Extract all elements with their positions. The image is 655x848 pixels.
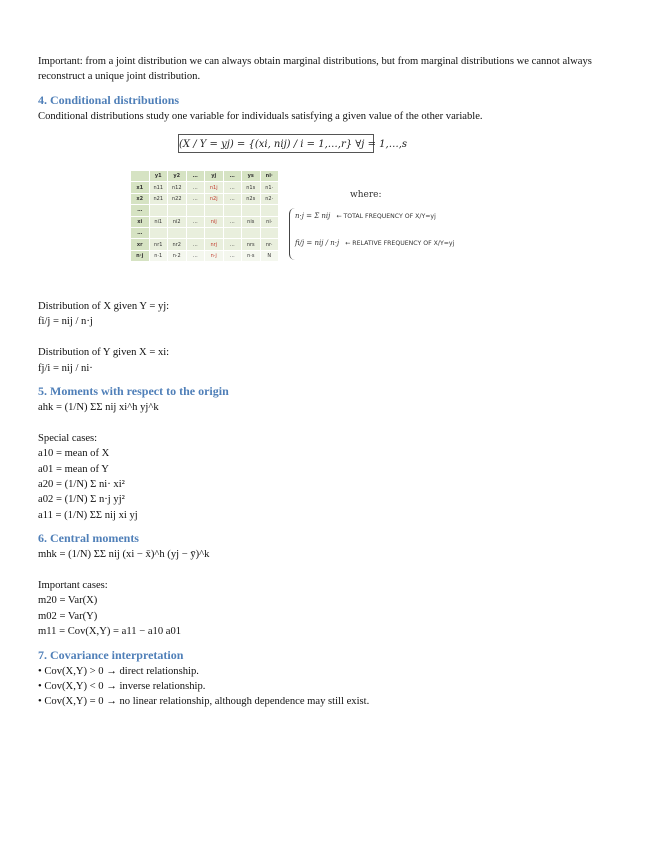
table-header-cell: …: [223, 171, 242, 182]
table-cell: [260, 227, 279, 238]
table-cell: nr2: [168, 239, 187, 250]
table-cell: …: [186, 239, 205, 250]
table-cell: nr1: [149, 239, 168, 250]
total-frequency-math: n·j = Σ nij: [295, 212, 331, 220]
dist-y-formula: fj/i = nij / ni·: [38, 362, 93, 374]
table-cell: [168, 227, 187, 238]
table-cell: n·s: [242, 250, 261, 261]
table-cell: [260, 205, 279, 216]
special-case: a10 = mean of X: [38, 448, 110, 460]
table-cell: …: [223, 250, 242, 261]
table-cell: xr: [131, 239, 150, 250]
table-cell: n2j: [205, 193, 224, 204]
covariance-bullet: • Cov(X,Y) > 0 → direct relationship.: [38, 665, 199, 677]
table-cell: …: [223, 239, 242, 250]
section-6-formula: mhk = (1/N) ΣΣ nij (xi − x̄)^h (yj − ȳ)^k: [38, 549, 210, 561]
table-cell: nr·: [260, 239, 279, 250]
important-case: m20 = Var(X): [38, 595, 98, 607]
table-cell: n12: [168, 182, 187, 193]
covariance-bullet: • Cov(X,Y) < 0 → inverse relationship.: [38, 681, 206, 693]
table-cell: …: [131, 205, 150, 216]
table-cell: [186, 227, 205, 238]
table-cell: [242, 205, 261, 216]
table-cell: n22: [168, 193, 187, 204]
table-cell: n2·: [260, 193, 279, 204]
joint-frequency-table: [130, 170, 279, 262]
table-header-cell: y1: [149, 171, 168, 182]
table-cell: …: [186, 193, 205, 204]
section-5-formula: ahk = (1/N) ΣΣ nij xi^h yj^k: [38, 402, 159, 414]
section-6-heading: 6. Central moments: [38, 531, 139, 546]
dist-x-formula: fi/j = nij / n·j: [38, 316, 93, 328]
table-cell: [223, 205, 242, 216]
dist-x-label: Distribution of X given Y = yj:: [38, 301, 170, 312]
table-cell: n21: [149, 193, 168, 204]
intro-paragraph: Important: from a joint distribution we can always obtain marginal distributions, but from marginal distributions we cannot always reconstruct a unique joint distribution.: [38, 56, 592, 83]
table-cell: n2s: [242, 193, 261, 204]
total-frequency-text: ← TOTAL FREQUENCY OF X/Y=yj: [336, 213, 436, 220]
table-cell: [223, 227, 242, 238]
special-case: a02 = (1/N) Σ n·j yj²: [38, 494, 125, 506]
dist-y-label: Distribution of Y given X = xi:: [38, 347, 170, 359]
table-cell: [205, 227, 224, 238]
important-case: m11 = Cov(X,Y) = a11 − a10 a01: [38, 626, 182, 638]
section-7-heading: 7. Covariance interpretation: [38, 647, 184, 662]
definition-total-frequency: [295, 212, 436, 220]
table-cell: n·j: [131, 250, 150, 261]
table-cell: n1·: [260, 182, 279, 193]
covariance-bullet: • Cov(X,Y) = 0 → no linear relationship, although dependence may still exist.: [38, 696, 370, 708]
table-cell: nij: [205, 216, 224, 227]
table-header-cell: yj: [205, 171, 224, 182]
table-cell: nrs: [242, 239, 261, 250]
important-case: m02 = Var(Y): [38, 610, 98, 622]
important-cases-label: Important cases:: [38, 580, 108, 592]
table-cell: ni2: [168, 216, 187, 227]
table-cell: …: [223, 182, 242, 193]
table-row: [131, 239, 279, 250]
table-cell: [205, 205, 224, 216]
table-cell: [186, 205, 205, 216]
table-cell: x1: [131, 182, 150, 193]
special-case: a20 = (1/N) Σ ni· xi²: [38, 479, 125, 491]
table-cell: n11: [149, 182, 168, 193]
table-cell: [149, 227, 168, 238]
table-row: [131, 227, 279, 238]
table-cell: ni1: [149, 216, 168, 227]
table-cell: ni·: [260, 216, 279, 227]
special-case: a11 = (1/N) ΣΣ nij xi yj: [38, 509, 138, 521]
table-cell: n1j: [205, 182, 224, 193]
table-cell: [149, 205, 168, 216]
definition-relative-frequency: [295, 239, 454, 247]
table-header-cell: …: [186, 171, 205, 182]
table-header-cell: ni·: [260, 171, 279, 182]
table-row: [131, 216, 279, 227]
section-4-text: Conditional distributions study one variable for individuals satisfying a given value of the other variable.: [38, 110, 483, 122]
table-cell: [242, 227, 261, 238]
table-cell: …: [131, 227, 150, 238]
table-cell: n1s: [242, 182, 261, 193]
relative-frequency-text: ← RELATIVE FREQUENCY OF X/Y=yj: [345, 240, 455, 247]
table-cell: n·1: [149, 250, 168, 261]
where-label: where:: [350, 190, 382, 200]
special-cases-label: Special cases:: [38, 432, 98, 444]
table-cell: …: [186, 182, 205, 193]
section-5-heading: 5. Moments with respect to the origin: [38, 384, 229, 399]
table-cell: nis: [242, 216, 261, 227]
relative-frequency-math: fi/j = nij / n·j: [295, 239, 340, 247]
table-cell: …: [186, 216, 205, 227]
table-cell: …: [223, 216, 242, 227]
table-row: [131, 182, 279, 193]
definitions-block: [289, 206, 489, 262]
table-cell: N: [260, 250, 279, 261]
section-4-heading: 4. Conditional distributions: [38, 92, 180, 107]
table-row: [131, 250, 279, 261]
table-cell: …: [223, 193, 242, 204]
table-cell: nrj: [205, 239, 224, 250]
conditional-distribution-formula: (X / Y = yj) = {(xi, nij) / i = 1,…,r} ∀j = 1,…,s: [178, 134, 374, 153]
table-header-cell: y2: [168, 171, 187, 182]
table-header-row: [131, 171, 279, 182]
table-cell: xi: [131, 216, 150, 227]
table-row: [131, 205, 279, 216]
table-cell: n·j: [205, 250, 224, 261]
special-case: a01 = mean of Y: [38, 463, 109, 475]
table-cell: n·2: [168, 250, 187, 261]
table-cell: x2: [131, 193, 150, 204]
table-cell: [168, 205, 187, 216]
table-header-cell: ys: [242, 171, 261, 182]
table-cell: …: [186, 250, 205, 261]
table-row: [131, 193, 279, 204]
table-header-cell: [131, 171, 150, 182]
